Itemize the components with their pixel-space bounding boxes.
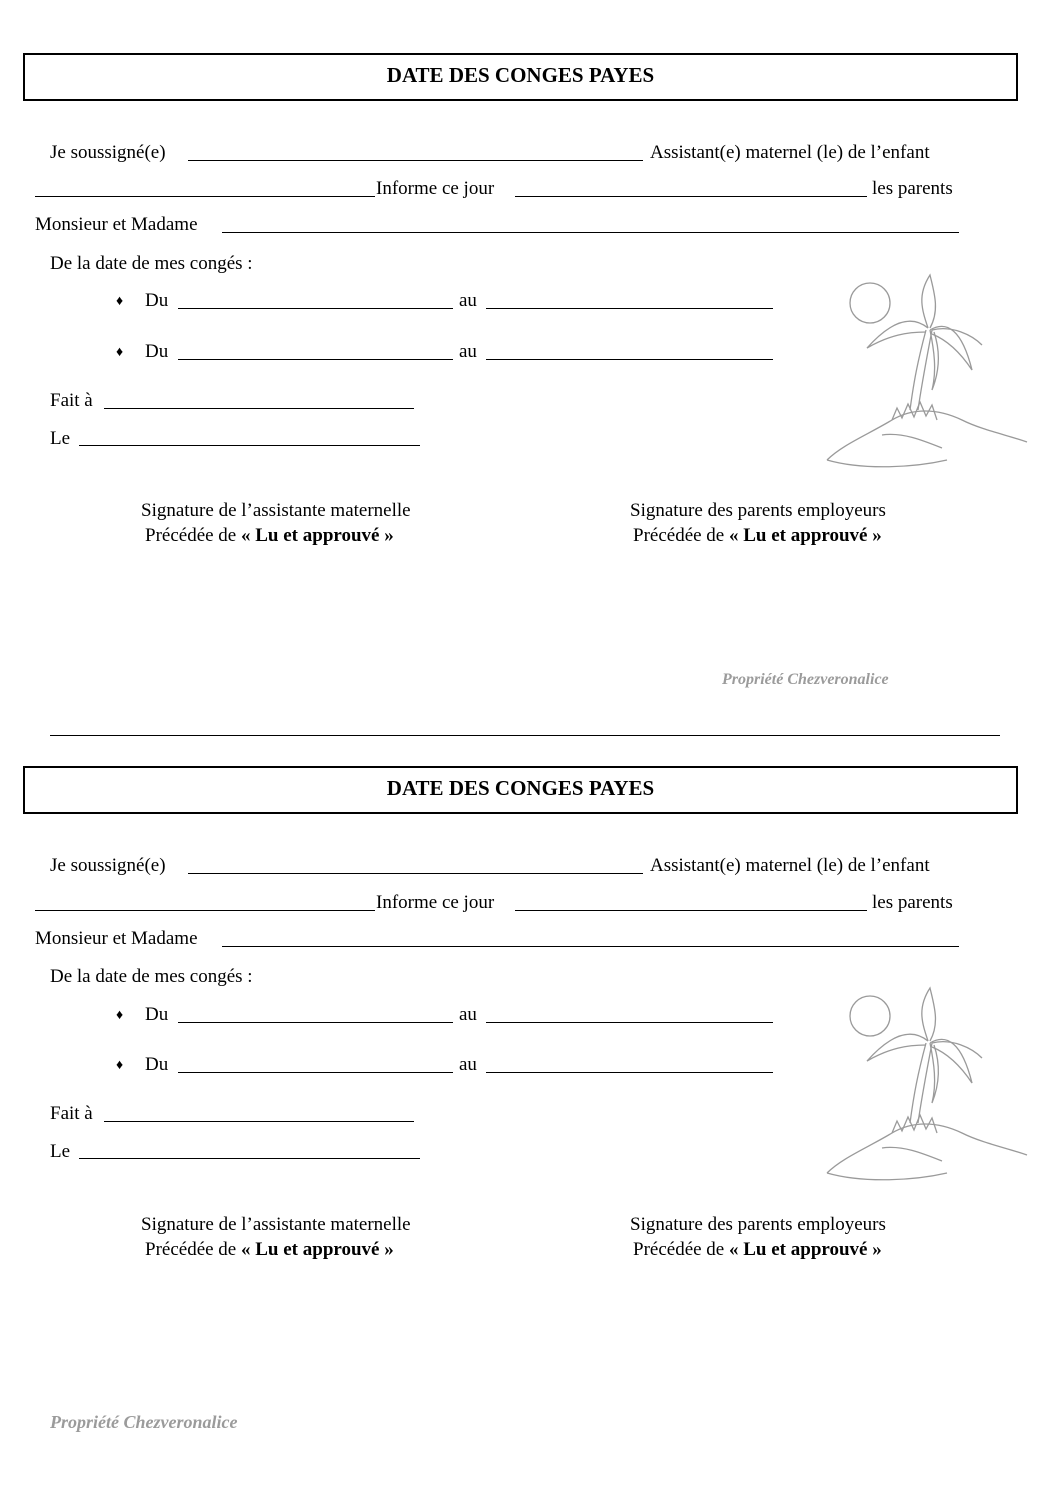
parents-name-field[interactable]	[222, 946, 959, 947]
precedee-line	[145, 525, 394, 547]
palm-tree-island-icon	[822, 270, 1032, 475]
du-field-2[interactable]	[178, 359, 453, 360]
date-conges-label: De la date de mes congés :	[50, 253, 253, 274]
soussigne-label: Je soussigné(e)	[50, 142, 166, 163]
bullet-icon: ♦	[116, 1008, 124, 1023]
au-field-1[interactable]	[486, 308, 773, 309]
form-title: DATE DES CONGES PAYES	[23, 766, 1018, 814]
lu-approuve-label: « Lu et approuvé »	[729, 525, 882, 546]
le-field[interactable]	[79, 445, 420, 446]
monsieur-label: Monsieur et Madame	[35, 214, 198, 235]
du-label: Du	[145, 290, 169, 311]
watermark: Propriété Chezveronalice	[722, 671, 889, 688]
informe-label: Informe ce jour	[376, 892, 495, 913]
au-label: au	[459, 1054, 477, 1075]
le-label: Le	[50, 428, 71, 449]
bullet-icon: ♦	[116, 1058, 124, 1073]
precedee-line	[145, 1239, 394, 1261]
du-field-1[interactable]	[178, 308, 453, 309]
soussigne-field[interactable]	[188, 160, 643, 161]
lu-approuve-label: « Lu et approuvé »	[729, 1239, 882, 1260]
fait-field[interactable]	[104, 1121, 414, 1122]
informe-date-field[interactable]	[515, 196, 867, 197]
bullet-icon: ♦	[116, 294, 124, 309]
lu-approuve-label: « Lu et approuvé »	[241, 1239, 394, 1260]
du-field-1[interactable]	[178, 1022, 453, 1023]
precedee-label: Précédée de	[633, 525, 725, 546]
parents-label: les parents	[872, 178, 953, 199]
watermark: Propriété Chezveronalice	[50, 1412, 238, 1432]
au-label: au	[459, 341, 477, 362]
date-conges-label: De la date de mes congés :	[50, 966, 253, 987]
precedee-line	[633, 525, 882, 547]
le-label: Le	[50, 1141, 71, 1162]
au-label: au	[459, 1004, 477, 1025]
cut-separator	[50, 735, 1000, 736]
parents-name-field[interactable]	[222, 232, 959, 233]
enfant-field[interactable]	[35, 196, 375, 197]
sig-assistante-label: Signature de l’assistante maternelle	[141, 1214, 411, 1235]
sig-parents-label: Signature des parents employeurs	[630, 1214, 886, 1235]
informe-date-field[interactable]	[515, 910, 867, 911]
assistant-label: Assistant(e) maternel (le) de l’enfant	[650, 855, 930, 876]
du-label: Du	[145, 1054, 169, 1075]
du-label: Du	[145, 1004, 169, 1025]
form-title: DATE DES CONGES PAYES	[23, 53, 1018, 101]
parents-label: les parents	[872, 892, 953, 913]
monsieur-label: Monsieur et Madame	[35, 928, 198, 949]
palm-tree-island-icon	[822, 983, 1032, 1188]
fait-label: Fait à	[50, 1103, 93, 1124]
au-label: au	[459, 290, 477, 311]
precedee-line	[633, 1239, 882, 1261]
precedee-label: Précédée de	[145, 1239, 237, 1260]
lu-approuve-label: « Lu et approuvé »	[241, 525, 394, 546]
sig-parents-label: Signature des parents employeurs	[630, 500, 886, 521]
precedee-label: Précédée de	[633, 1239, 725, 1260]
du-field-2[interactable]	[178, 1072, 453, 1073]
bullet-icon: ♦	[116, 345, 124, 360]
fait-label: Fait à	[50, 390, 93, 411]
le-field[interactable]	[79, 1158, 420, 1159]
informe-label: Informe ce jour	[376, 178, 495, 199]
precedee-label: Précédée de	[145, 525, 237, 546]
fait-field[interactable]	[104, 408, 414, 409]
au-field-1[interactable]	[486, 1022, 773, 1023]
du-label: Du	[145, 341, 169, 362]
enfant-field[interactable]	[35, 910, 375, 911]
sig-assistante-label: Signature de l’assistante maternelle	[141, 500, 411, 521]
assistant-label: Assistant(e) maternel (le) de l’enfant	[650, 142, 930, 163]
soussigne-field[interactable]	[188, 873, 643, 874]
soussigne-label: Je soussigné(e)	[50, 855, 166, 876]
au-field-2[interactable]	[486, 1072, 773, 1073]
au-field-2[interactable]	[486, 359, 773, 360]
